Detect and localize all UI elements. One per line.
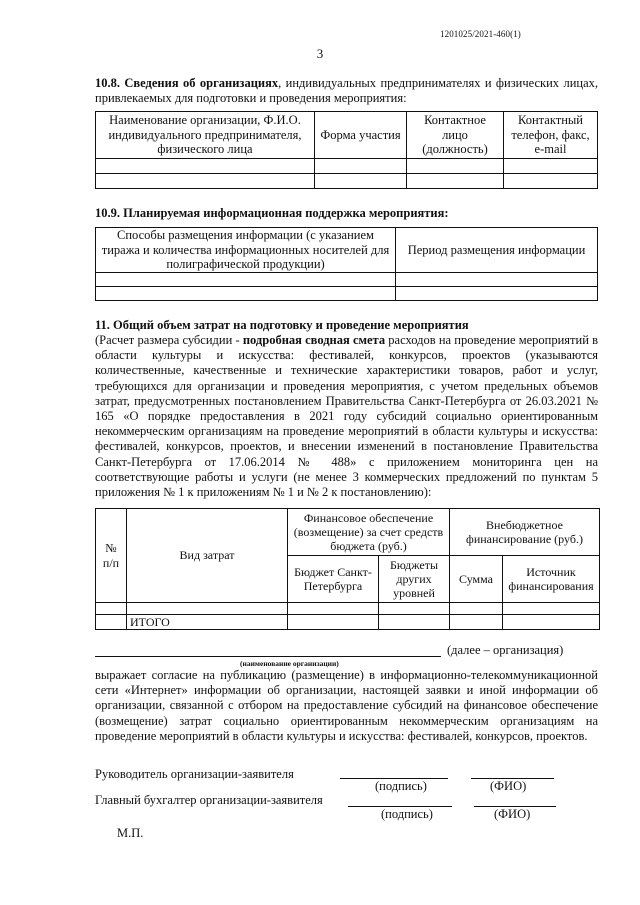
org-name-header: Наименование организации, Ф.И.О. индивидуального предпринимателя, физического лица	[96, 112, 315, 159]
accountant-fio-caption: (ФИО)	[494, 807, 531, 821]
budget-funding-header: Финансовое обеспечение (возмещение) за счет средств бюджета (руб.)	[288, 509, 450, 556]
detailed-estimate-label: подробная сводная смета	[242, 333, 386, 347]
head-fio-caption: (ФИО)	[490, 779, 527, 793]
table-row	[96, 273, 598, 287]
sum-header: Сумма	[450, 556, 503, 603]
organizations-table	[95, 111, 598, 189]
placement-period-header: Период размещения информации	[396, 228, 598, 273]
section-10-8-title: 10.8. Сведения об организациях	[95, 76, 279, 90]
table-row	[96, 174, 598, 189]
info-support-table	[95, 227, 598, 301]
spb-budget-header: Бюджет Санкт-Петербурга	[288, 556, 379, 603]
section-10-9-heading: 10.9. Планируемая информационная поддержка мероприятия:	[95, 206, 449, 220]
section-10-8-subtitle: , индивидуальных предпринимателях и физических лицах, привлекаемых для подготовки и проведения мероприятия:	[95, 76, 598, 106]
contact-person-header: Контактное лицо (должность)	[407, 112, 504, 159]
cost-type-header: Вид затрат	[127, 509, 288, 603]
table-row	[96, 159, 598, 174]
contact-phone-header: Контактный телефон, факс, e-mail	[504, 112, 598, 159]
organization-name-line	[95, 656, 441, 657]
organization-name-caption: (наименование организации)	[240, 659, 339, 668]
funding-source-header: Источник финансирования	[503, 556, 600, 603]
section-11-body: (Расчет размера субсидии - подробная сводная смета расходов на проведение мероприятий в области культуры и искусства: фестивалей, конкурсов, проектов (указываются количественные, качественные и технические характеристики товаров, работ и услуг, требующихся для организации и проведения мероприятия, с учетом предельных объемов затрат, предусмотренных постановлением Правительства Санкт-Петербурга от 26.03.2021 № 165 «О порядке предоставления в 2021 году субсидий социально ориентированным некоммерческим организациям на проведение мероприятий в области культуры и искусства: фестивалей, конкурсов, проектов, и внесении изменений в постановление Правительства Санкт-Петербурга от 17.06.2014 № 488» с приложением мониторинга цен на соответствующие работы и услуги (не менее 3 коммерческих предложений по пунктам 5 приложения № 1 к приложениям № 1 и № 2 к постановлению):	[95, 333, 598, 500]
document-id: 1201025/2021-460(1)	[440, 29, 521, 39]
consent-text: выражает согласие на публикацию (размещение) в информационно-телекоммуникационной сети «Интернет» информации об организации, настоящей заявки и иной информации об организации, связанной с отбором на предоставление субсидий на финансовое обеспечение (возмещение) затрат социально ориентированным некоммерческим организациям на проведение мероприятий в области культуры и искусства: фестивалей, конкурсов, проектов.	[95, 668, 598, 743]
accountant-signature-label: Главный бухгалтер организации-заявителя	[95, 793, 323, 807]
table-row	[96, 603, 600, 615]
section-11-heading: 11. Общий объем затрат на подготовку и проведение мероприятия	[95, 318, 469, 332]
page-number: 3	[316, 46, 324, 61]
other-budgets-header: Бюджеты других уровней	[379, 556, 450, 603]
costs-table	[95, 508, 600, 630]
head-signature-label: Руководитель организации-заявителя	[95, 767, 294, 781]
organization-note: (далее – организация)	[447, 643, 564, 657]
placement-methods-header: Способы размещения информации (с указанием тиража и количества информационных носителей для полиграфической продукции)	[96, 228, 396, 273]
extrabudgetary-header: Внебюджетное финансирование (руб.)	[450, 509, 600, 556]
section-10-8-heading	[95, 76, 598, 106]
accountant-signature-caption: (подпись)	[381, 807, 433, 821]
table-row	[96, 287, 598, 301]
total-label: ИТОГО	[127, 615, 288, 630]
participation-form-header: Форма участия	[315, 112, 407, 159]
row-number-header: № п/п	[96, 509, 127, 603]
head-signature-caption: (подпись)	[375, 779, 427, 793]
stamp-place-label: М.П.	[117, 826, 144, 840]
total-row	[96, 615, 600, 630]
